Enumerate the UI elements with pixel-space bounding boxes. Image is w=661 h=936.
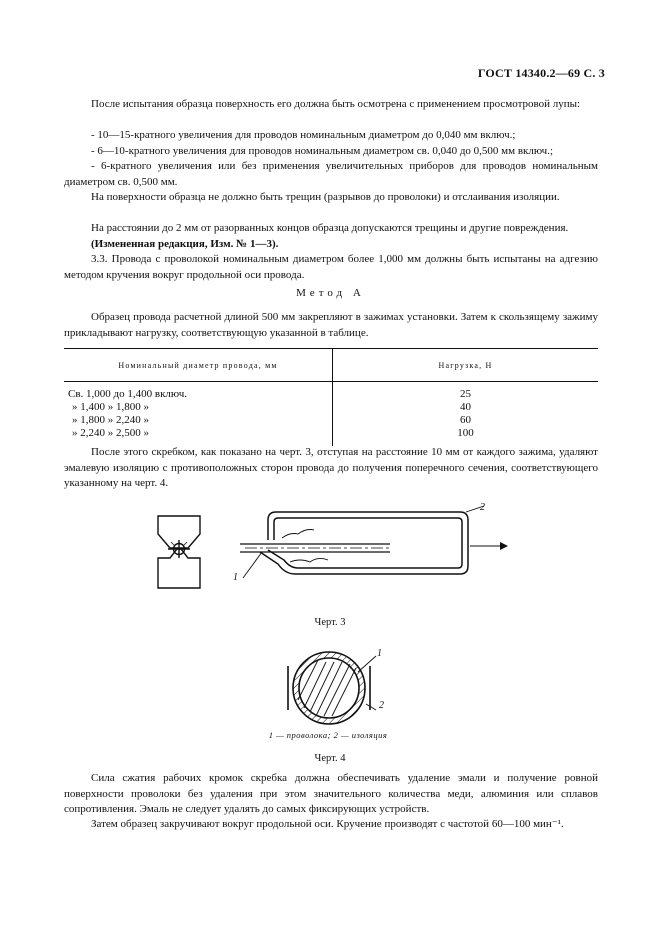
fig4-caption: Черт. 4 (314, 753, 346, 764)
fig4-label-1: 1 (377, 648, 383, 659)
list-item: - 10—15-кратного увеличения для проводов номинальным диаметром до 0,040 мм включ.; (91, 129, 516, 141)
paragraph-tolerance: На расстоянии до 2 мм от разорванных концов образца допускаются трещины и другие повреждения. (91, 222, 569, 234)
cell-load: 40 (460, 401, 471, 413)
revision-note: (Измененная редакция, Изм. № 1—3). (91, 238, 279, 250)
table-header-load: Нагрузка, Н (333, 349, 599, 382)
list-item: - 6-кратного увеличения или без применения увеличительных приборов для проводов номинальным диаметром св. 0,500 мм. (64, 160, 598, 188)
fig3-caption: Черт. 3 (314, 617, 346, 628)
cell-load: 25 (460, 388, 471, 400)
list-item: - 6—10-кратного увеличения для проводов номинальным диаметром св. 0,040 до 0,500 мм включ.; (91, 145, 554, 157)
fig4-legend: 1 — проволока; 2 — изоляция (268, 730, 388, 740)
table-header-diameter: Номинальный диаметр провода, мм (64, 349, 333, 382)
paragraph-no-cracks: На поверхности образца не должно быть трещин (разрывов до проволоки) и отслаивания изоляции. (91, 191, 560, 203)
fig3-label-2: 2 (480, 502, 486, 513)
paragraph-inspection: После испытания образца поверхность его должна быть осмотрена с применением просмотровой лупы: (91, 98, 581, 110)
fig3-label-1: 1 (233, 572, 239, 583)
table-row (64, 414, 598, 427)
cell-diameter: » 2,240 » 2,500 » (64, 427, 333, 446)
paragraph-scraper: После этого скребком, как показано на черт. 3, отступая на расстояние 10 мм от каждого зажима, удаляют эмалевую изоляцию с противоположных сторон провода до получения поперечного сечения, соответствующего указанному на черт. 4. (64, 446, 598, 490)
figure-4-drawing (270, 648, 410, 728)
method-heading: Метод А (296, 287, 365, 299)
cell-load: 100 (457, 427, 474, 439)
paragraph-scraper-force: Сила сжатия рабочих кромок скребка должна обеспечивать удаление эмали и получение ровной поверхности проволоки без удаления при этом значительного количества меди, алюминия или сплавов сопротивления. Эмаль не следует удалять до самых фиксирующих устройств. (64, 772, 598, 816)
page-header: ГОСТ 14340.2—69 С. 3 (477, 66, 605, 80)
cell-diameter: Св. 1,000 до 1,400 включ. (64, 382, 333, 402)
cell-diameter: » 1,800 » 2,240 » (64, 414, 333, 427)
paragraph-method-a: Образец провода расчетной длиной 500 мм закрепляют в зажимах установки. Затем к скользящему зажиму прикладывают нагрузку, соответствующую указанной в таблице. (64, 311, 598, 339)
load-table (64, 348, 598, 446)
table-row (64, 382, 598, 402)
paragraph-twisting: Затем образец закручивают вокруг продольной оси. Кручение производят с частотой 60—100 мин⁻¹. (91, 818, 564, 830)
paragraph-3-3: 3.3. Провода с проволокой номинальным диаметром более 1,000 мм должны быть испытаны на адгезию методом кручения вокруг продольной оси провода. (64, 253, 598, 281)
fig4-label-2: 2 (379, 700, 385, 711)
table-row (64, 427, 598, 446)
cell-load: 60 (460, 414, 471, 426)
cell-diameter: » 1,400 » 1,800 » (64, 401, 333, 414)
table-row (64, 401, 598, 414)
figure-3-drawing (150, 500, 510, 610)
